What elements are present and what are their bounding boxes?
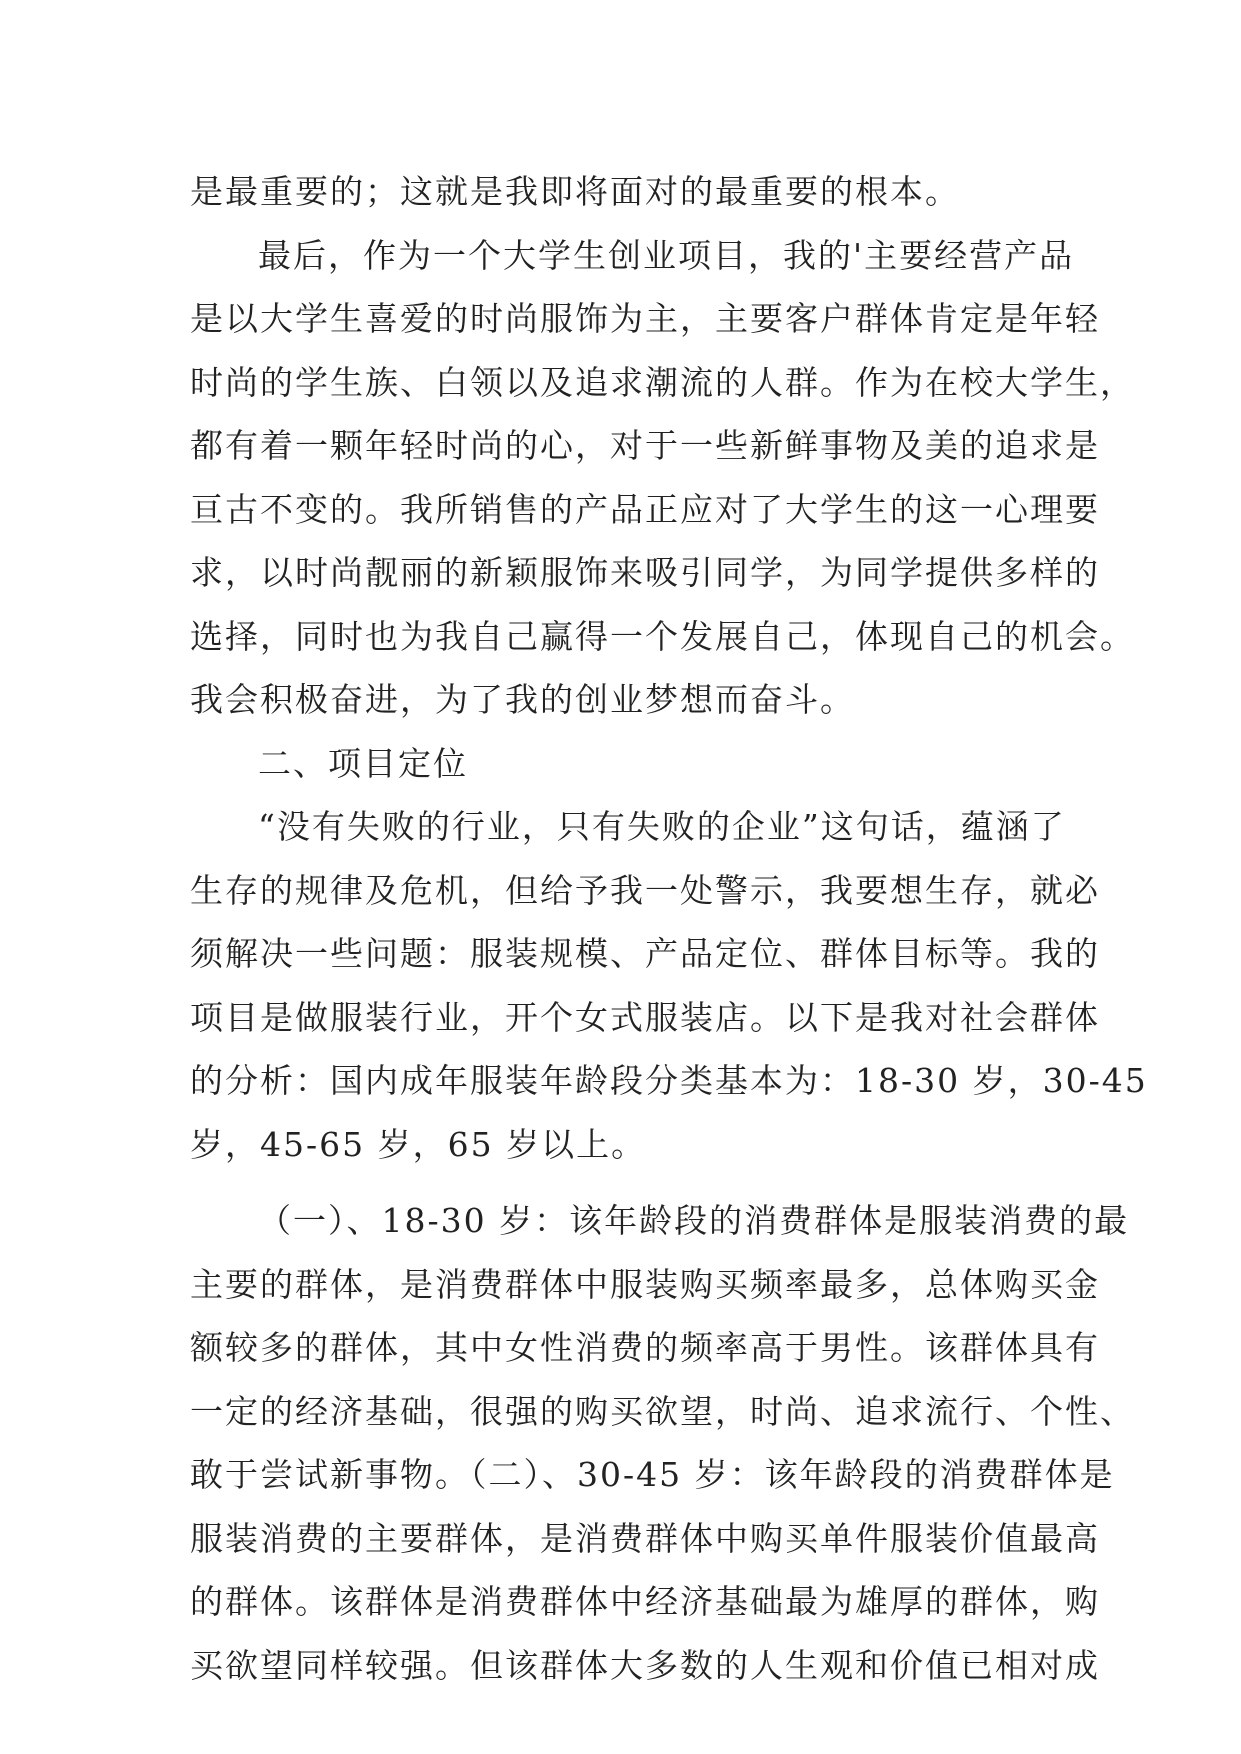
section-heading: [190, 732, 1058, 796]
text-line: 项目是做服装行业，开个女式服装店。以下是我对社会群体: [190, 997, 1100, 1037]
text-line: 时尚的学生族、白领以及追求潮流的人群。作为在校大学生，: [190, 362, 1135, 402]
text-line: 求，以时尚靓丽的新颖服饰来吸引同学，为同学提供多样的: [190, 553, 1100, 592]
text-line: 主要的群体，是消费群体中服装购买频率最多，总体购买金: [190, 1264, 1100, 1304]
text-line: 亘古不变的。我所销售的产品正应对了大学生的这一心理要: [190, 489, 1100, 529]
text-line: 都有着一颗年轻时尚的心，对于一些新鲜事物及美的追求是: [190, 426, 1100, 465]
paragraph-continuation: [190, 160, 1058, 224]
text-line: 敢于尝试新事物。（二）、30-45 岁：该年龄段的消费群体是: [190, 1455, 1115, 1494]
body-text: [190, 160, 1148, 1697]
text-line: 须解决一些问题：服装规模、产品定位、群体目标等。我的: [190, 934, 1100, 973]
paragraph-age-groups: [190, 1189, 1135, 1697]
text-line: 一定的经济基础，很强的购买欲望，时尚、追求流行、个性、: [190, 1391, 1135, 1431]
text-line: “没有失败的行业，只有失败的企业”这句话，蕴涵了: [258, 807, 1066, 846]
text-line: 的分析：国内成年服装年龄段分类基本为：18-30 岁，30-45: [190, 1061, 1148, 1100]
text-line: 岁，45-65 岁，65 岁以上。: [190, 1124, 647, 1164]
text-line: 是最重要的；这就是我即将面对的最重要的根本。: [190, 172, 960, 211]
text-line: 生存的规律及危机，但给予我一处警示，我要想生存，就必: [190, 870, 1100, 910]
section-heading-text: 二、项目定位: [258, 743, 468, 783]
text-line: （一）、18-30 岁：该年龄段的消费群体是服装消费的最: [258, 1201, 1130, 1240]
text-line: 最后，作为一个大学生创业项目，我的'主要经营产品: [258, 235, 1075, 275]
paragraph-positioning: [190, 795, 1148, 1176]
paragraph-project-summary: [190, 224, 1135, 732]
text-line: 的群体。该群体是消费群体中经济基础最为雄厚的群体，购: [190, 1582, 1100, 1621]
paragraph-gap: [190, 1176, 1058, 1189]
text-line: 服装消费的主要群体，是消费群体中购买单件服装价值最高: [190, 1518, 1100, 1558]
text-line: 买欲望同样较强。但该群体大多数的人生观和价值已相对成: [190, 1645, 1100, 1685]
text-line: 是以大学生喜爱的时尚服饰为主，主要客户群体肯定是年轻: [190, 299, 1100, 338]
text-line: 我会积极奋进，为了我的创业梦想而奋斗。: [190, 680, 855, 719]
text-line: 额较多的群体，其中女性消费的频率高于男性。该群体具有: [190, 1328, 1100, 1367]
text-line: 选择，同时也为我自己赢得一个发展自己，体现自己的机会。: [190, 616, 1135, 656]
